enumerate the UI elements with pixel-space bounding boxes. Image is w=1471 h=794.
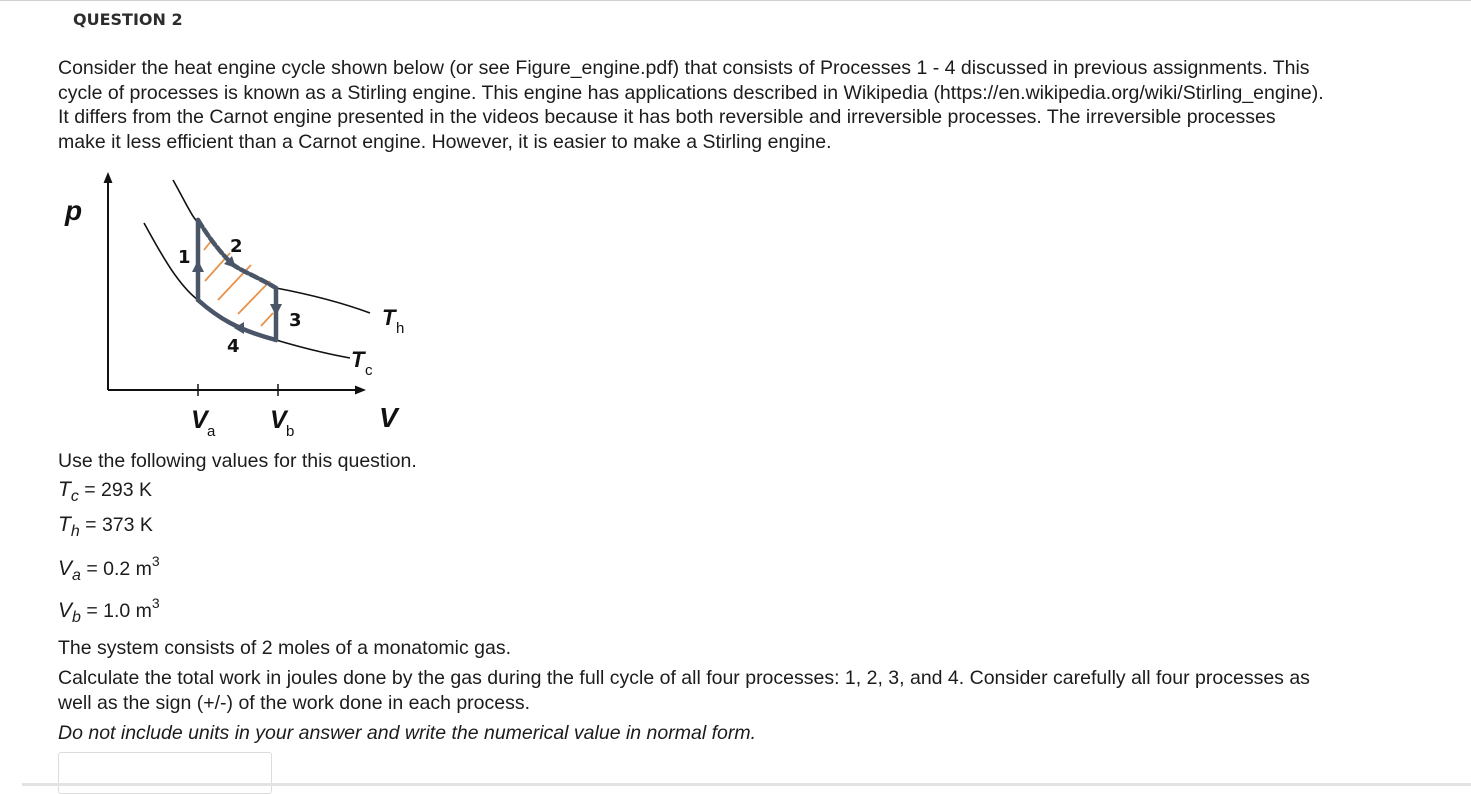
v-axis-label: V [379,402,398,433]
stirling-cycle-diagram [58,168,438,448]
answer-instruction: Do not include units in your answer and write the numerical value in normal form. [58,722,757,744]
process-label-1: 1 [178,247,191,268]
va-value: = 0.2 m [86,558,152,580]
process-label-2: 2 [230,236,243,257]
question-intro [58,56,1398,154]
answer-input[interactable] [58,752,272,794]
vb-value: = 1.0 m [86,600,152,622]
th-value-subscript: h [70,523,80,540]
process-label-3: 3 [289,310,302,331]
intro-line: Consider the heat engine cycle shown below (or see Figure_engine.pdf) that consists of Processes 1 - 4 discussed in previous assignments. This [58,57,1310,79]
tc-symbol: T [58,478,71,501]
th-subscript: h [396,320,405,337]
value-va [58,553,160,584]
value-th [58,513,153,540]
intro-line: make it less efficient than a Carnot engine. However, it is easier to make a Stirling engine. [58,130,832,153]
vb-label: V [270,406,287,434]
th-value: = 373 K [85,514,153,536]
va-label: V [191,406,208,434]
task-line: Calculate the total work in joules done by the gas during the full cycle of all four processes: 1, 2, 3, and 4. Consider carefully all four processes as [58,667,1310,689]
va-value-subscript: a [72,567,81,584]
vb-symbol: V [58,599,73,622]
th-label: T [382,305,396,330]
vb-power: 3 [151,595,160,611]
intro-line: cycle of processes is known as a Stirling engine. This engine has applications described in Wikipedia (https://en.wikipedia.org/wiki/Stirling_engine). [58,81,1324,104]
process-label-4: 4 [227,336,240,357]
intro-line: It differs from the Carnot engine presented in the videos because it has both reversible and irreversible processes. The irreversible processes [58,106,1276,128]
va-power: 3 [151,553,160,569]
vb-subscript: b [286,423,295,440]
tc-value: = 293 K [84,479,153,501]
pv-diagram-svg [58,168,438,448]
p-axis-label: p [65,195,83,226]
value-tc [58,478,153,505]
tc-label: T [351,347,365,372]
va-symbol: V [58,557,73,580]
cold-isotherm-lower [276,340,350,358]
p-axis-arrow [104,172,113,183]
va-subscript: a [207,423,216,440]
values-intro: Use the following values for this question. [58,450,417,472]
v-axis-arrow [355,386,366,395]
process-4-path [198,300,276,340]
arrow-up-icon [192,260,204,272]
task-line: well as the sign (+/-) of the work done in each process. [58,692,531,714]
question-title: QUESTION 2 [73,10,183,29]
tc-subscript: c [365,362,373,379]
tc-value-subscript: c [70,488,79,505]
system-text: The system consists of 2 moles of a monatomic gas. [58,637,512,659]
th-symbol: T [58,513,71,536]
vb-value-subscript: b [72,609,81,626]
top-divider [0,0,1471,1]
value-vb [58,595,160,626]
